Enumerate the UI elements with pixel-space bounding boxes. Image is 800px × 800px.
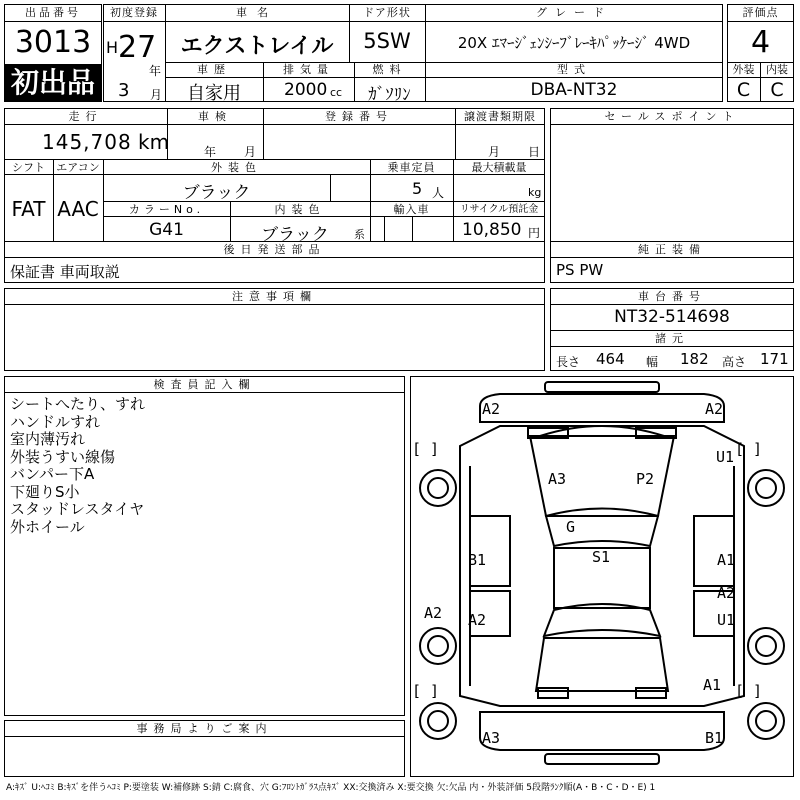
- dmg-left-rear-fender: A2: [424, 604, 443, 622]
- genuine-equipment: PS PW: [556, 261, 604, 279]
- dmg-right-front-fender: U1: [716, 448, 735, 466]
- height: 171: [760, 350, 789, 368]
- grade: 20X ｴﾏｰｼﾞｪﾝｼｰﾌﾞﾚｰｷﾊﾟｯｹｰｼﾞ 4WD: [457, 34, 691, 52]
- office-label: 事務局よりご案内: [136, 722, 273, 735]
- dmg-bracket-left-bottom: [ ]: [412, 682, 440, 700]
- dmg-front-right: A2: [705, 400, 724, 418]
- inspection-label: 車検: [198, 110, 232, 123]
- lot-number: 3013: [14, 25, 92, 60]
- transfer-month-unit: 月: [488, 145, 501, 159]
- fuel: ｶﾞｿﾘﾝ: [368, 85, 411, 105]
- transfer-deadline-label: 譲渡書類期限: [464, 110, 536, 123]
- inspector-line: 外ホイール: [10, 517, 85, 536]
- inspector-line: ハンドルすれ: [10, 412, 101, 431]
- displacement-label: 排気量: [283, 63, 334, 76]
- door: 5SW: [363, 29, 411, 53]
- dmg-windshield: G: [566, 518, 576, 536]
- later-parts-label: 後日発送部品: [223, 243, 326, 256]
- inspection-month-unit: 月: [244, 145, 257, 159]
- sales-points-label: セールスポイント: [604, 110, 740, 123]
- length-label: 長さ: [556, 355, 581, 369]
- shift: FAT: [11, 197, 46, 221]
- dmg-hood-right: P2: [636, 470, 655, 488]
- score: 4: [750, 25, 771, 60]
- dmg-left-front-door: B1: [468, 551, 487, 569]
- history-label: 車歴: [197, 63, 231, 76]
- recycle-unit: 円: [528, 226, 541, 240]
- year-unit: 年: [149, 64, 162, 78]
- color-no-label: カラーNo.: [128, 203, 205, 216]
- exterior-color-label: 外装色: [211, 161, 262, 174]
- inspector-label: 検査員記入欄: [153, 378, 256, 391]
- door-label: ドア形状: [363, 6, 411, 19]
- dmg-right-rear-door-1: A2: [717, 584, 736, 602]
- color-no: G41: [149, 220, 184, 240]
- transfer-day-unit: 日: [528, 145, 541, 159]
- shift-label: シフト: [12, 161, 45, 174]
- dmg-hood-left: A3: [548, 470, 567, 488]
- mileage: 145,708: [42, 130, 132, 154]
- dmg-rear-right: B1: [705, 729, 724, 747]
- interior-color: ブラック: [261, 225, 329, 245]
- max-load-label: 最大積載量: [471, 161, 527, 174]
- car-name-label: 車名: [236, 6, 278, 19]
- fuel-label: 燃料: [372, 63, 407, 76]
- import-label: 輸入車: [393, 203, 430, 216]
- history: 自家用: [187, 83, 241, 104]
- car-diagram: [410, 376, 794, 777]
- aircon-label: エアコン: [56, 161, 100, 174]
- dmg-right-front-door: A1: [717, 551, 736, 569]
- dmg-left-rear-door: A2: [468, 611, 487, 629]
- inspection-year-unit: 年: [204, 145, 217, 159]
- month-unit: 月: [150, 88, 163, 102]
- model: DBA-NT32: [530, 80, 618, 100]
- displacement-unit: cc: [330, 86, 343, 99]
- genuine-equipment-label: 純正装備: [638, 243, 706, 256]
- displacement: 2000: [284, 80, 328, 100]
- first-reg-label: 初度登録: [110, 6, 158, 19]
- dmg-roof: S1: [592, 548, 611, 566]
- reg-year: 27: [118, 30, 157, 65]
- aircon: AAC: [57, 197, 99, 221]
- later-parts: 保証書 車両取説: [10, 263, 120, 281]
- dmg-rear-left: A3: [482, 729, 501, 747]
- inspector-notes: [10, 396, 400, 536]
- legend: A:ｷｽﾞ U:ﾍｺﾐ B:ｷｽﾞを伴うﾍｺﾐ P:要塗装 W:補修跡 S:錆 C:腐食、穴 G:ﾌﾛﾝﾄｶﾞﾗｽ点ｷｽﾞ XX:交換済み X:要交換 欠:欠品 内・外装評価 5段階ﾗﾝｸ順(A・B・C・D・E) 1: [6, 783, 656, 793]
- length: 464: [596, 350, 625, 368]
- inspector-line: 下廻りS小: [10, 482, 80, 501]
- inspector-line: バンパー下A: [10, 465, 95, 483]
- dims-label: 諸元: [655, 332, 689, 345]
- capacity-label: 乗車定員: [387, 161, 436, 174]
- dmg-right-rear-door-2: U1: [717, 611, 736, 629]
- width-label: 幅: [646, 355, 659, 369]
- notes-label: 注意事項欄: [232, 290, 317, 303]
- dmg-bracket-right-bottom: [ ]: [735, 682, 763, 700]
- interior-grade: C: [770, 79, 784, 101]
- exterior-grade-label: 外装: [732, 63, 755, 76]
- recycle: 10,850: [462, 220, 522, 240]
- mileage-label: 走行: [68, 110, 103, 123]
- dmg-front-left: A2: [482, 400, 501, 418]
- reg-month: 3: [118, 80, 130, 101]
- max-load-unit: kg: [528, 186, 542, 199]
- exterior-color: ブラック: [182, 183, 251, 203]
- mileage-unit: km: [138, 130, 170, 154]
- car-name: エクストレイル: [180, 34, 334, 59]
- chassis-number: NT32-514698: [614, 307, 730, 327]
- lot-number-label: 出品番号: [25, 6, 81, 19]
- exterior-grade: C: [736, 79, 751, 101]
- inspector-line: シートへたり、すれ: [10, 395, 146, 413]
- model-label: 型式: [557, 63, 591, 76]
- first-listing-text: 初出品: [10, 66, 95, 99]
- height-label: 高さ: [722, 355, 747, 369]
- chassis-label: 車台番号: [638, 290, 706, 303]
- interior-grade-label: 内装: [766, 63, 788, 76]
- inspector-line: スタッドレスタイヤ: [10, 500, 145, 518]
- era: H: [106, 38, 119, 57]
- recycle-label: リサイクル預託金: [459, 204, 539, 215]
- dmg-bracket-right-top: [ ]: [735, 440, 763, 458]
- interior-color-suffix: 系: [354, 228, 365, 241]
- dmg-right-rear-quarter: A1: [703, 676, 722, 694]
- dmg-bracket-left-top: [ ]: [412, 440, 440, 458]
- score-label: 評価点: [742, 6, 779, 19]
- width: 182: [680, 350, 709, 368]
- interior-color-label: 内装色: [274, 203, 326, 216]
- inspector-line: 室内薄汚れ: [10, 430, 86, 448]
- capacity-unit: 人: [432, 186, 445, 200]
- registration-label: 登録番号: [325, 110, 393, 123]
- grade-label: グレード: [536, 6, 612, 19]
- capacity: 5: [412, 179, 423, 198]
- inspector-line: 外装うすい線傷: [10, 447, 116, 466]
